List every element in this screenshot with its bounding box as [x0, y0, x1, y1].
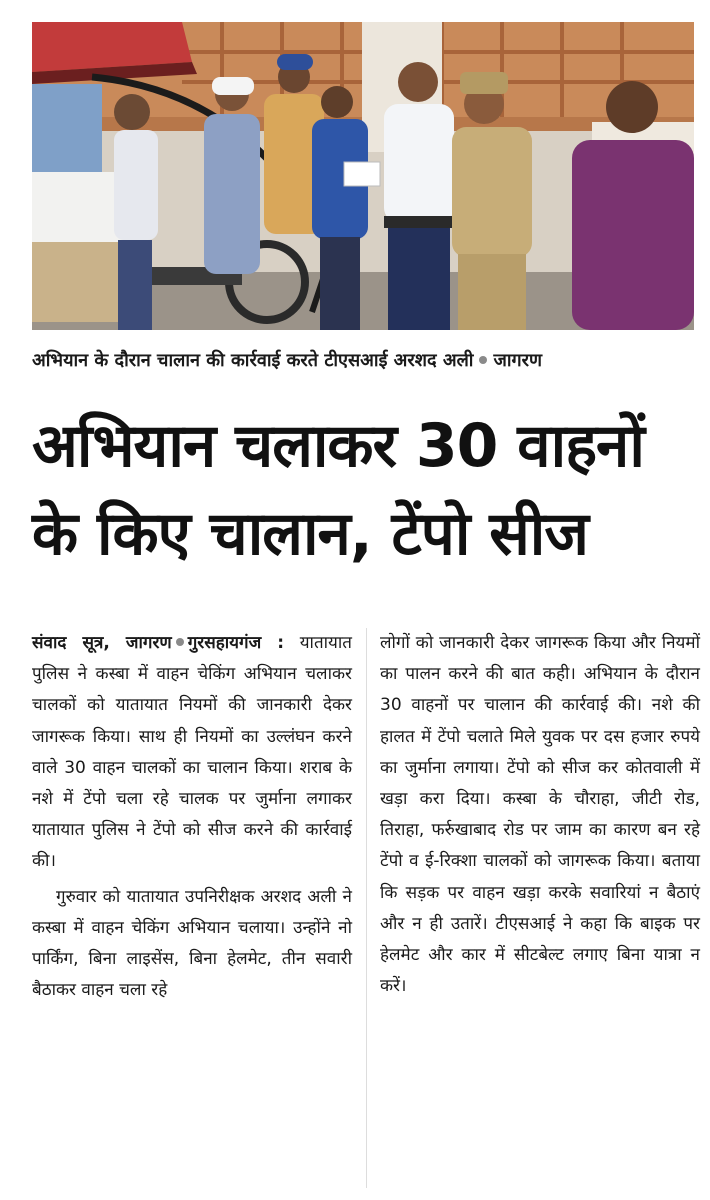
bullet-dot [479, 356, 487, 364]
paragraph-2: गुरुवार को यातायात उपनिरीक्षक अरशद अली ने कस्बा में वाहन चेकिंग अभियान चलाया। उन्होंने नो पार्किंग, बिना लाइसेंस, बिना हेलमेट, तीन सवारी बैठाकर वाहन चला रहे [32, 886, 352, 1001]
dateline-agency: संवाद सूत्र, जागरण [32, 633, 172, 653]
caption-text: अभियान के दौरान चालान की कार्रवाई करते टीएसआई अरशद अली [32, 350, 474, 371]
dateline [32, 633, 284, 653]
caption-source: जागरण [493, 350, 543, 371]
headline [32, 402, 700, 578]
paragraph-3: लोगों को जानकारी देकर जागरूक किया और नियमों का पालन करने की बात कही। अभियान के दौरान 30 वाहनों पर चालान की कार्रवाई की। नशे की हालत में टेंपो चलाते मिले युवक पर दस हजार रुपये का जुर्माना लगाया। टेंपो को सीज कर कोतवाली में खड़ा करा दिया। कस्बा के चौराहा, जीटी रोड, तिराहा, फर्रुखाबाद रोड पर जाम का कारण बन रहे टेंपो व ई-रिक्शा चालकों को जागरूक किया। बताया कि सड़क पर वाहन खड़ा करके सवारियां न बैठाएं और न ही उतारें। टीएसआई ने कहा कि बाइक पर हेलमेट और कार में सीटबेल्ट लगाए बिना यात्रा न करें। [380, 633, 700, 997]
news-photo [32, 22, 694, 330]
article-body [32, 628, 700, 1193]
paragraph-1-text: यातायात पुलिस ने कस्बा में वाहन चेकिंग अभियान चलाकर चालकों को यातायात नियमों की जानकारी देकर जागरूक किया। साथ ही नियमों का उल्लंघन करने वाले 30 वाहन चालकों का चालान किया। शराब के नशे में टेंपो चला रहे चालक पर जुर्माना लगाकर यातायात पुलिस ने टेंपो को सीज करने की कार्रवाई की। [32, 633, 352, 872]
column-divider [366, 628, 367, 1188]
headline-line-2: के किए चालान, टेंपो सीज [32, 499, 588, 569]
paragraph-1 [32, 628, 352, 878]
dateline-place: गुरसहायगंज : [187, 633, 285, 653]
photo-caption [32, 348, 694, 374]
column-left [32, 628, 352, 1006]
headline-line-1: अभियान चलाकर 30 वाहनों [32, 411, 644, 481]
column-right [380, 628, 700, 1002]
bullet-dot [176, 638, 184, 646]
